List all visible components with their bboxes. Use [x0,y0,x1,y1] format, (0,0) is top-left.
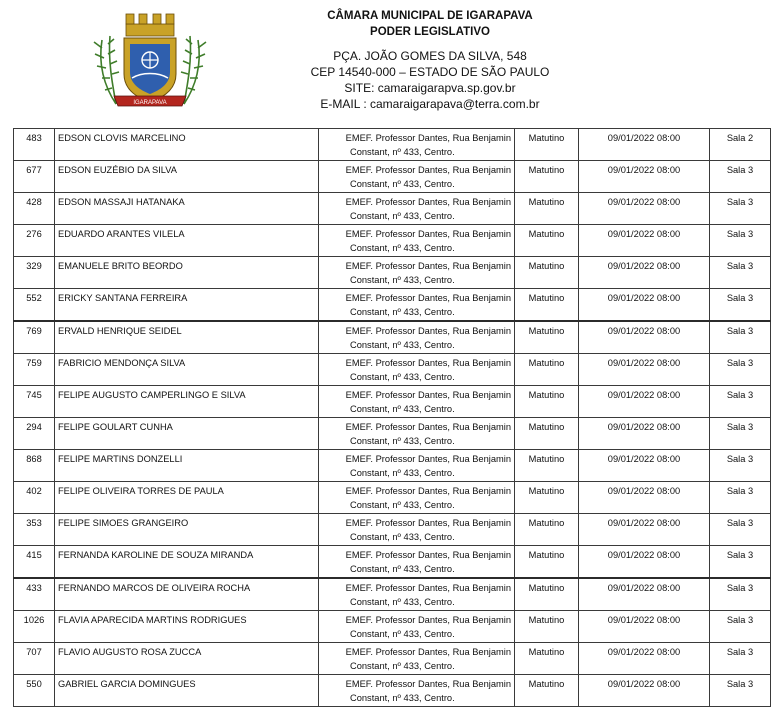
candidate-id: 353 [14,514,55,546]
exam-shift: Matutino [515,450,579,482]
exam-room: Sala 3 [710,161,771,193]
table-row [14,225,771,257]
exam-room: Sala 3 [710,354,771,386]
exam-datetime: 09/01/2022 08:00 [579,578,710,611]
exam-shift: Matutino [515,193,579,225]
letterhead [0,0,780,128]
candidate-name: GABRIEL GARCIA DOMINGUES [55,675,319,707]
exam-shift: Matutino [515,675,579,707]
exam-datetime: 09/01/2022 08:00 [579,418,710,450]
candidate-name: ERICKY SANTANA FERREIRA [55,289,319,322]
candidate-name: EDSON CLOVIS MARCELINO [55,129,319,161]
exam-location [319,675,515,707]
exam-shift: Matutino [515,257,579,289]
exam-datetime: 09/01/2022 08:00 [579,450,710,482]
exam-location [319,611,515,643]
candidate-id: 433 [14,578,55,611]
table-row [14,578,771,611]
letterhead-text [270,8,590,112]
exam-location-line2: Constant, nº 433, Centro. [350,243,455,253]
exam-room: Sala 3 [710,611,771,643]
branch-name: PODER LEGISLATIVO [370,26,490,38]
table-row [14,450,771,482]
candidate-id: 276 [14,225,55,257]
exam-datetime: 09/01/2022 08:00 [579,129,710,161]
exam-location-line2: Constant, nº 433, Centro. [350,404,455,414]
exam-location [319,289,515,322]
table-row [14,546,771,579]
table-row [14,675,771,707]
exam-room: Sala 3 [710,578,771,611]
candidate-name: EDSON EUZÉBIO DA SILVA [55,161,319,193]
cep-line: CEP 14540-000 – ESTADO DE SÃO PAULO [310,65,550,79]
exam-shift: Matutino [515,354,579,386]
table-row [14,514,771,546]
exam-location-line1: EMEF. Professor Dantes, Rua Benjamin [345,422,511,432]
table-row [14,611,771,643]
exam-location-line1: EMEF. Professor Dantes, Rua Benjamin [345,390,511,400]
exam-location-line1: EMEF. Professor Dantes, Rua Benjamin [345,197,511,207]
candidate-id: 550 [14,675,55,707]
exam-datetime: 09/01/2022 08:00 [579,161,710,193]
exam-shift: Matutino [515,289,579,322]
candidate-name: FELIPE AUGUSTO CAMPERLINGO E SILVA [55,386,319,418]
exam-location [319,225,515,257]
exam-location [319,546,515,579]
table-row [14,386,771,418]
exam-location-line1: EMEF. Professor Dantes, Rua Benjamin [345,550,511,560]
exam-room: Sala 3 [710,482,771,514]
exam-shift: Matutino [515,321,579,354]
candidate-name: FLAVIA APARECIDA MARTINS RODRIGUES [55,611,319,643]
exam-shift: Matutino [515,514,579,546]
candidate-id: 677 [14,161,55,193]
table-row [14,354,771,386]
candidate-id: 428 [14,193,55,225]
exam-shift: Matutino [515,386,579,418]
candidate-name: FLAVIO AUGUSTO ROSA ZUCCA [55,643,319,675]
table-row [14,289,771,322]
candidate-name: EDUARDO ARANTES VILELA [55,225,319,257]
exam-location-line2: Constant, nº 433, Centro. [350,179,455,189]
exam-location-line2: Constant, nº 433, Centro. [350,629,455,639]
exam-location [319,643,515,675]
exam-room: Sala 3 [710,225,771,257]
candidate-id: 294 [14,418,55,450]
exam-shift: Matutino [515,611,579,643]
exam-room: Sala 3 [710,193,771,225]
exam-location-line1: EMEF. Professor Dantes, Rua Benjamin [345,518,511,528]
exam-room: Sala 3 [710,321,771,354]
table-row [14,418,771,450]
exam-location-line1: EMEF. Professor Dantes, Rua Benjamin [345,261,511,271]
exam-shift: Matutino [515,418,579,450]
exam-location-line2: Constant, nº 433, Centro. [350,147,455,157]
candidate-id: 552 [14,289,55,322]
exam-datetime: 09/01/2022 08:00 [579,321,710,354]
candidate-name: FELIPE SIMOES GRANGEIRO [55,514,319,546]
table-row [14,161,771,193]
exam-location-line2: Constant, nº 433, Centro. [350,275,455,285]
table-row [14,129,771,161]
candidate-name: EDSON MASSAJI HATANAKA [55,193,319,225]
exam-room: Sala 3 [710,675,771,707]
exam-datetime: 09/01/2022 08:00 [579,225,710,257]
exam-shift: Matutino [515,643,579,675]
candidate-name: FERNANDA KAROLINE DE SOUZA MIRANDA [55,546,319,579]
exam-location-line1: EMEF. Professor Dantes, Rua Benjamin [345,165,511,175]
candidate-name: FABRICIO MENDONÇA SILVA [55,354,319,386]
candidate-name: ERVALD HENRIQUE SEIDEL [55,321,319,354]
email-line: E-MAIL : camaraigarapava@terra.com.br [320,97,540,111]
exam-datetime: 09/01/2022 08:00 [579,514,710,546]
exam-location [319,514,515,546]
exam-location [319,161,515,193]
candidate-name: FELIPE MARTINS DONZELLI [55,450,319,482]
exam-location [319,129,515,161]
exam-location-line2: Constant, nº 433, Centro. [350,564,455,574]
exam-datetime: 09/01/2022 08:00 [579,643,710,675]
exam-location-line2: Constant, nº 433, Centro. [350,372,455,382]
exam-location-line1: EMEF. Professor Dantes, Rua Benjamin [345,358,511,368]
exam-room: Sala 2 [710,129,771,161]
candidate-name: FELIPE GOULART CUNHA [55,418,319,450]
candidate-id: 329 [14,257,55,289]
exam-shift: Matutino [515,225,579,257]
exam-location-line1: EMEF. Professor Dantes, Rua Benjamin [345,615,511,625]
exam-shift: Matutino [515,578,579,611]
exam-datetime: 09/01/2022 08:00 [579,386,710,418]
candidate-id: 483 [14,129,55,161]
table-row [14,321,771,354]
exam-location [319,321,515,354]
exam-datetime: 09/01/2022 08:00 [579,193,710,225]
exam-location-line1: EMEF. Professor Dantes, Rua Benjamin [345,583,511,593]
exam-location-line2: Constant, nº 433, Centro. [350,597,455,607]
exam-location-line1: EMEF. Professor Dantes, Rua Benjamin [345,679,511,689]
candidate-id: 868 [14,450,55,482]
svg-text:IGARAPAVA: IGARAPAVA [133,100,167,106]
exam-location-line1: EMEF. Professor Dantes, Rua Benjamin [345,454,511,464]
exam-location [319,482,515,514]
exam-shift: Matutino [515,546,579,579]
exam-location [319,193,515,225]
exam-shift: Matutino [515,482,579,514]
exam-datetime: 09/01/2022 08:00 [579,257,710,289]
exam-room: Sala 3 [710,257,771,289]
exam-location [319,257,515,289]
table-row [14,257,771,289]
exam-room: Sala 3 [710,418,771,450]
exam-shift: Matutino [515,161,579,193]
candidate-id: 402 [14,482,55,514]
candidate-id: 759 [14,354,55,386]
table-row [14,193,771,225]
exam-datetime: 09/01/2022 08:00 [579,611,710,643]
candidate-id: 1026 [14,611,55,643]
exam-room: Sala 3 [710,643,771,675]
site-line: SITE: camaraigarapva.sp.gov.br [344,81,516,95]
candidate-name: EMANUELE BRITO BEORDO [55,257,319,289]
exam-location [319,450,515,482]
exam-location [319,578,515,611]
exam-location-line1: EMEF. Professor Dantes, Rua Benjamin [345,326,511,336]
exam-datetime: 09/01/2022 08:00 [579,675,710,707]
exam-location-line1: EMEF. Professor Dantes, Rua Benjamin [345,229,511,239]
exam-location-line1: EMEF. Professor Dantes, Rua Benjamin [345,486,511,496]
exam-datetime: 09/01/2022 08:00 [579,482,710,514]
candidate-id: 415 [14,546,55,579]
exam-location-line2: Constant, nº 433, Centro. [350,500,455,510]
exam-location-line1: EMEF. Professor Dantes, Rua Benjamin [345,133,511,143]
exam-location-line2: Constant, nº 433, Centro. [350,436,455,446]
org-name: CÂMARA MUNICIPAL DE IGARAPAVA [327,10,533,22]
exam-shift: Matutino [515,129,579,161]
exam-datetime: 09/01/2022 08:00 [579,289,710,322]
exam-location-line2: Constant, nº 433, Centro. [350,661,455,671]
exam-location [319,354,515,386]
candidate-id: 745 [14,386,55,418]
exam-location-line1: EMEF. Professor Dantes, Rua Benjamin [345,293,511,303]
exam-location-line2: Constant, nº 433, Centro. [350,211,455,221]
exam-location-line1: EMEF. Professor Dantes, Rua Benjamin [345,647,511,657]
candidate-id: 707 [14,643,55,675]
table-row [14,643,771,675]
exam-location-line2: Constant, nº 433, Centro. [350,532,455,542]
exam-location [319,386,515,418]
exam-location [319,418,515,450]
exam-location-line2: Constant, nº 433, Centro. [350,340,455,350]
exam-datetime: 09/01/2022 08:00 [579,546,710,579]
municipal-crest-icon [86,8,214,112]
exam-location-line2: Constant, nº 433, Centro. [350,693,455,703]
candidate-name: FELIPE OLIVEIRA TORRES DE PAULA [55,482,319,514]
exam-room: Sala 3 [710,546,771,579]
address-line: PÇA. JOÃO GOMES DA SILVA, 548 [333,49,527,63]
exam-room: Sala 3 [710,514,771,546]
candidate-name: FERNANDO MARCOS DE OLIVEIRA ROCHA [55,578,319,611]
candidate-id: 769 [14,321,55,354]
exam-datetime: 09/01/2022 08:00 [579,354,710,386]
exam-room: Sala 3 [710,386,771,418]
exam-location-line2: Constant, nº 433, Centro. [350,307,455,317]
table-row [14,482,771,514]
exam-location-line2: Constant, nº 433, Centro. [350,468,455,478]
exam-roster-table [13,128,771,707]
exam-room: Sala 3 [710,450,771,482]
exam-room: Sala 3 [710,289,771,322]
